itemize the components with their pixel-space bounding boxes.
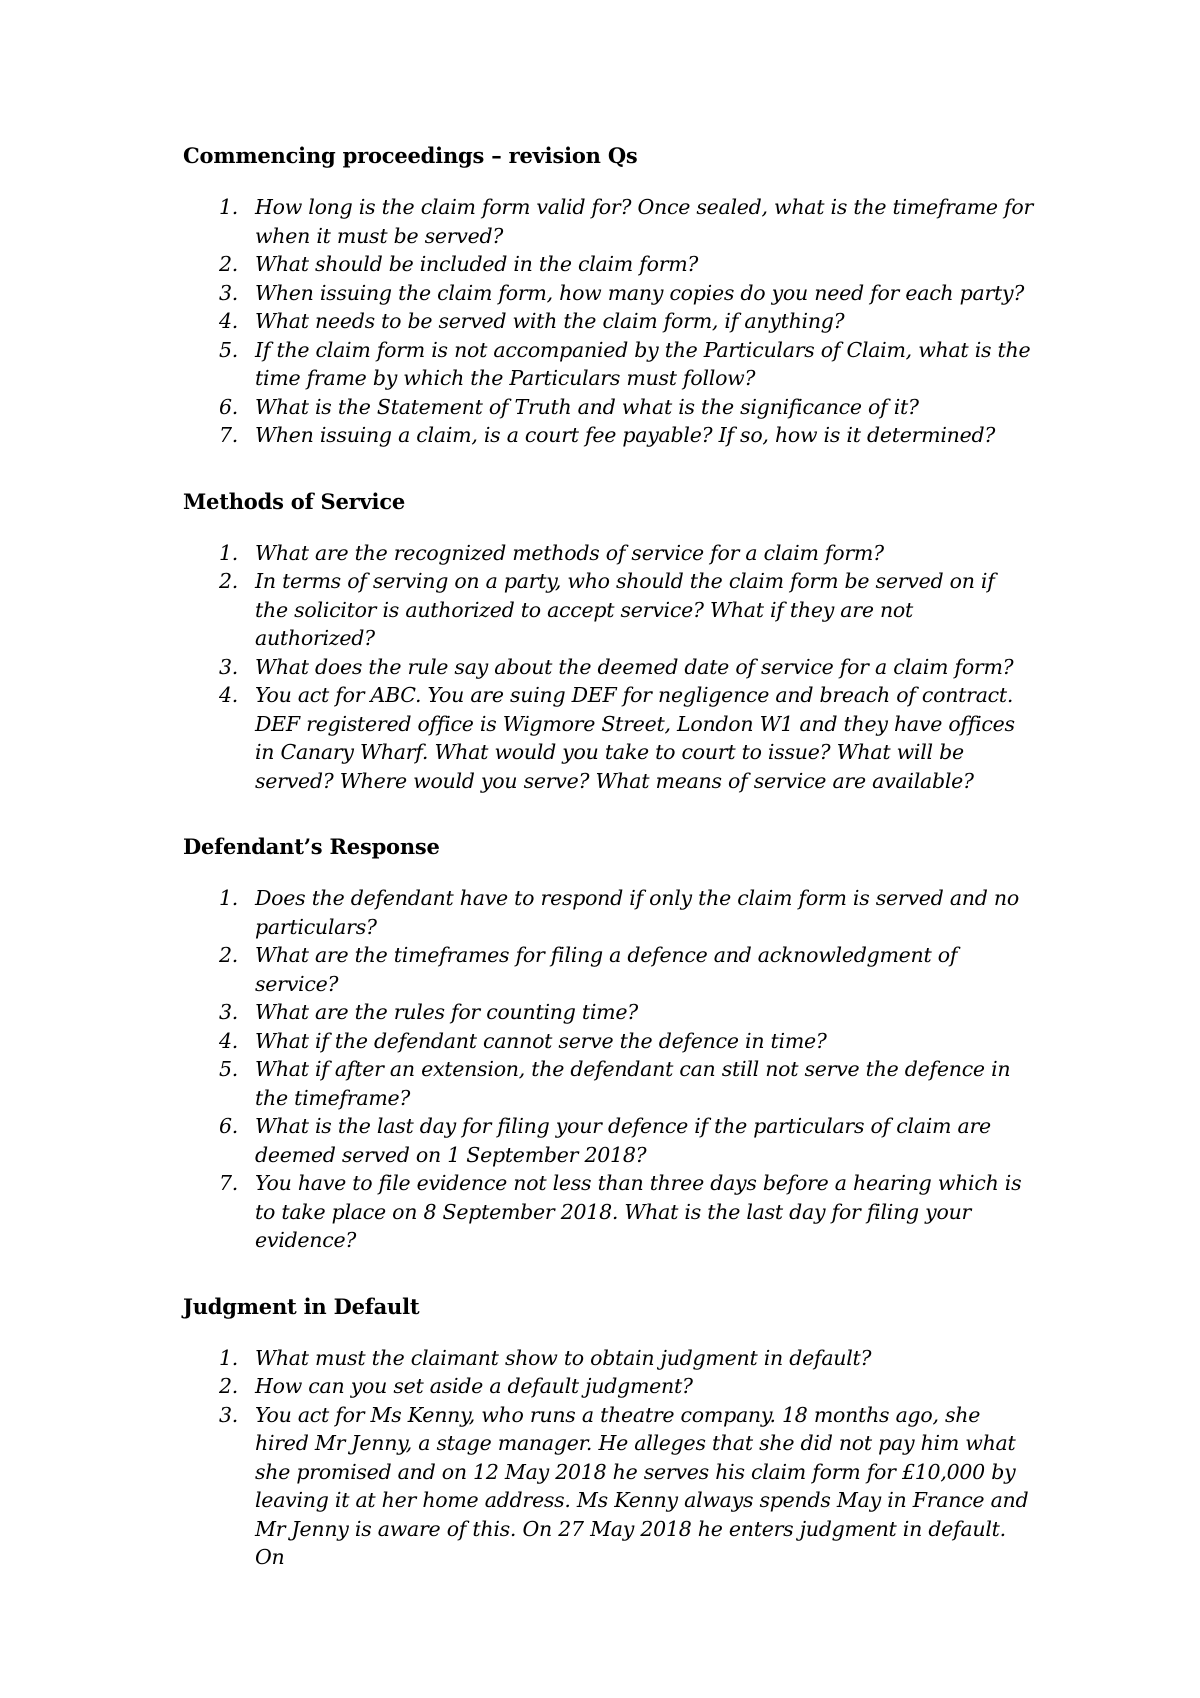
question-number: 6. (219, 394, 239, 419)
question-text: What needs to be served with the claim form, if anything? (255, 309, 845, 333)
question-text: What is the last day for filing your defence if the particulars of claim are deemed served on 1 September 2018? (255, 1114, 991, 1167)
question-number: 7. (219, 423, 239, 447)
question-item (183, 1372, 1033, 1401)
section-heading: Defendant’s Response (183, 834, 440, 859)
question-list (183, 884, 1033, 1255)
question-text: What are the rules for counting time? (255, 1000, 638, 1024)
question-text: What should be included in the claim form? (255, 252, 699, 276)
question-item (183, 1169, 1033, 1255)
question-number: 4. (219, 309, 239, 333)
question-number: 1. (219, 1345, 239, 1370)
question-number: 2. (219, 252, 239, 276)
question-list (183, 539, 1033, 796)
question-text: When issuing the claim form, how many copies do you need for each party? (255, 280, 1025, 305)
question-number: 7. (219, 1171, 239, 1195)
question-number: 5. (219, 1057, 239, 1081)
question-item (183, 998, 1033, 1027)
question-item (183, 1055, 1033, 1112)
question-item (183, 421, 1033, 450)
section-defendants-response (183, 832, 1033, 1255)
section-heading: Commencing proceedings – revision Qs (183, 143, 638, 168)
section-judgment-in-default (183, 1292, 1033, 1572)
question-item (183, 1344, 1033, 1373)
question-text: What is the Statement of Truth and what is the significance of it? (255, 394, 919, 419)
section-heading: Methods of Service (183, 488, 406, 514)
question-number: 3. (219, 280, 239, 305)
question-text: What are the timeframes for filing a defence and acknowledgment of service? (255, 943, 958, 996)
question-list (183, 1344, 1033, 1572)
question-item (183, 336, 1033, 393)
question-number: 1. (219, 886, 239, 910)
question-text: If the claim form is not accompanied by the Particulars of Claim, what is the time frame by which the Particulars must follow? (255, 337, 1031, 390)
section-heading: Judgment in Default (183, 1293, 420, 1319)
question-text: You act for ABC. You are suing DEF for negligence and breach of contract. DEF registered office is Wigmore Street, London W1 and they have offices in Canary Wharf. What would you take to court to issue? What will be served? Where would you serve? What means of service are available? (255, 683, 1015, 793)
question-item (183, 1112, 1033, 1169)
question-text: What does the rule say about the deemed date of service for a claim form? (255, 654, 1014, 679)
question-text: What must the claimant show to obtain judgment in default? (255, 1345, 872, 1370)
question-text: You have to file evidence not less than three days before a hearing which is to take place on 8 September 2018. What is the last day for filing your evidence? (255, 1171, 1022, 1252)
question-number: 5. (219, 337, 239, 362)
question-text: When issuing a claim, is a court fee payable? If so, how is it determined? (255, 423, 996, 447)
question-item (183, 307, 1033, 336)
question-text: Does the defendant have to respond if only the claim form is served and no particulars? (255, 886, 1019, 939)
question-text: How long is the claim form valid for? Once sealed, what is the timeframe for when it must be served? (255, 195, 1034, 248)
question-item (183, 393, 1033, 422)
question-number: 1. (219, 540, 239, 565)
question-item (183, 941, 1033, 998)
question-number: 2. (219, 1374, 239, 1398)
section-methods-of-service (183, 487, 1033, 796)
question-item (183, 884, 1033, 941)
question-number: 4. (219, 683, 239, 707)
question-item (183, 1027, 1033, 1056)
question-item (183, 1401, 1033, 1572)
question-number: 2. (219, 569, 239, 593)
question-list (183, 193, 1033, 450)
question-text: What are the recognized methods of service for a claim form? (255, 540, 884, 565)
question-text: What if after an extension, the defendant can still not serve the defence in the timeframe? (255, 1057, 1011, 1110)
question-item (183, 681, 1033, 795)
question-number: 4. (219, 1028, 239, 1053)
question-number: 6. (219, 1114, 239, 1138)
question-text: How can you set aside a default judgment? (255, 1374, 693, 1398)
question-number: 3. (219, 1000, 239, 1024)
question-text: In terms of serving on a party, who should the claim form be served on if the solicitor is authorized to accept service? What if they are not authorized? (255, 569, 995, 650)
question-number: 3. (219, 654, 239, 679)
question-text: You act for Ms Kenny, who runs a theatre company. 18 months ago, she hired Mr Jenny, a stage manager. He alleges that she did not pay him what she promised and on 12 May 2018 he serves his claim form for £10,000 by leaving it at her home address. Ms Kenny always spends May in France and Mr Jenny is aware of this. On 27 May 2018 he enters judgment in default. On (255, 1402, 1029, 1569)
question-number: 1. (219, 195, 239, 219)
question-number: 3. (219, 1402, 239, 1427)
question-number: 2. (219, 943, 239, 967)
question-item (183, 539, 1033, 568)
question-text: What if the defendant cannot serve the defence in time? (255, 1028, 827, 1053)
question-item (183, 653, 1033, 682)
document-content (183, 141, 1033, 1609)
section-commencing-proceedings (183, 141, 1033, 450)
question-item (183, 193, 1033, 250)
question-item (183, 567, 1033, 653)
question-item (183, 250, 1033, 279)
question-item (183, 279, 1033, 308)
